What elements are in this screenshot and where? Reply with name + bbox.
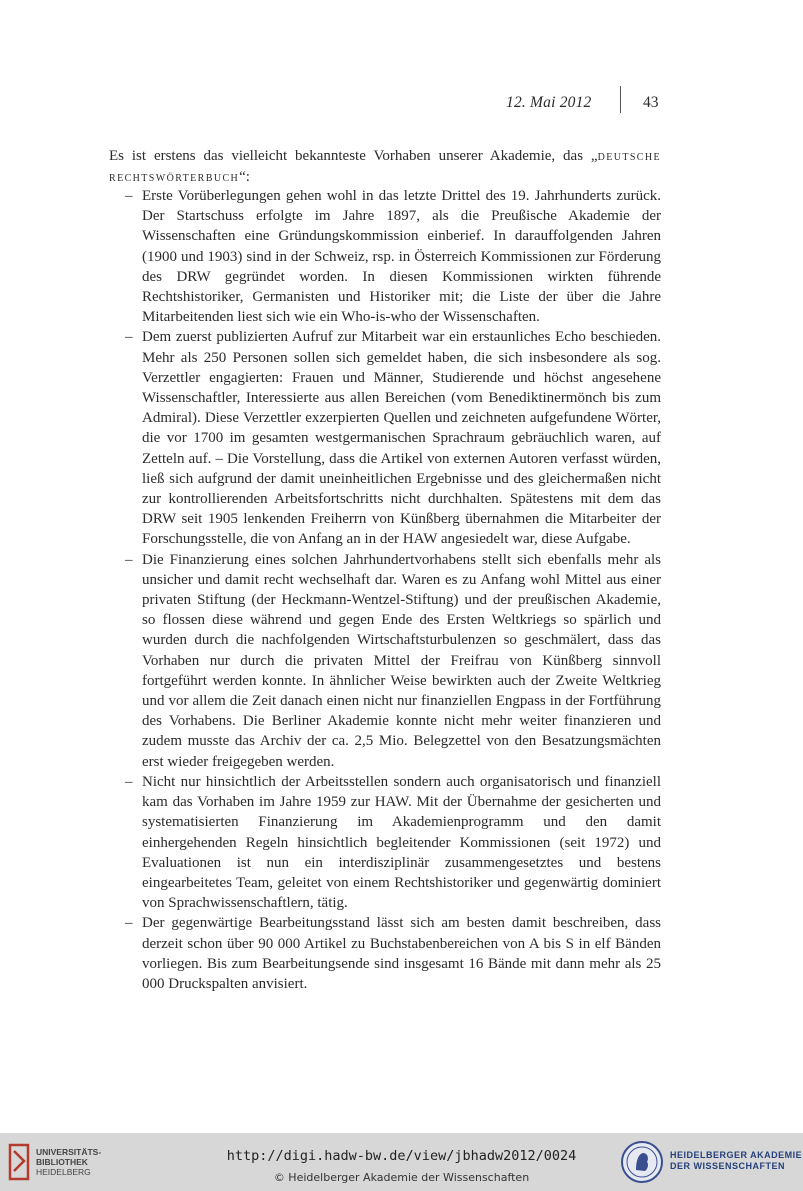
- bullet-list: [109, 186, 661, 994]
- list-item-text: Der gegenwärtige Bearbeitungsstand lässt sich am besten damit beschreiben, dass derzeit schon über 90 000 Artikel zu Buchstabenbereichen von A bis S in elf Bänden vorliegen. Bis zum Bearbeitungsende sind insgesamt 16 Bände mit dann mehr als 25 000 Druckspalten anvisiert.: [142, 915, 661, 992]
- academy-name: [670, 1150, 802, 1172]
- ub-line-2: BIBLIOTHEK: [36, 1157, 88, 1167]
- dash-marker: –: [125, 773, 133, 790]
- list-item-text: Die Finanzierung eines solchen Jahrhundertvorhabens stellt sich ebenfalls mehr als unsicher und damit recht wechselhaft dar. Waren es zu Anfang wohl Mittel aus einer privaten Stiftung (der Heckmann-Wentzel-Stiftung) und der preußischen Akademie, so flossen diese während und gegen Ende des Ersten Weltkriegs so spärlich und wurden durch die nachfolgenden Wirtschaftsturbulenzen so geschmälert, dass das Vorhaben nur durch die privaten Mittel der Freifrau von Künßberg sinnvoll fortgeführt werden konnte. In ähnlicher Weise bewirkten auch der Zweite Weltkrieg und vor allem die Zeit danach einen nicht nur finanziellen Engpass in der Fortführung des Vorhabens. Die Berliner Akademie konnte nicht mehr weiter finanzieren und zudem musste das Archiv der ca. 2,5 Mio. Belegzettel von den Besatzungsmächten erst wieder freigegeben werden.: [142, 551, 661, 770]
- list-item-text: Erste Vorüberlegungen gehen wohl in das letzte Drittel des 19. Jahrhunderts zurück. Der Startschuss erfolgte im Jahre 1897, als die Preußische Akademie der Wissenschaften eine Gründungskommission einberief. In darauffolgenden Jahren (1900 und 1903) sind in der Schweiz, rsp. in Österreich Kommissionen zur Förderung des DRW gegründet worden. In diesen Kommissionen wirkten führende Rechtshistoriker, Germanisten und Historiker mit; die Liste der über die Jahre Mitarbeitenden liest sich wie ein Who-is-who der Wissenschaften.: [142, 188, 661, 326]
- header-divider: [620, 86, 621, 113]
- intro-closing: “:: [239, 169, 250, 186]
- academy-line-1: HEIDELBERGER AKADEMIE: [670, 1150, 803, 1160]
- copyright-notice: © Heidelberger Akademie der Wissenschaften: [273, 1171, 530, 1184]
- running-header-date: 12. Mai 2012: [506, 94, 592, 111]
- intro-text: Es ist erstens das vielleicht bekannteste Vorhaben unserer Akademie, das „: [109, 148, 598, 164]
- dash-marker: –: [125, 915, 133, 932]
- ub-line-3: HEIDELBERG: [36, 1167, 91, 1177]
- list-item: [109, 327, 661, 549]
- list-item: [109, 772, 661, 913]
- list-item-text: Dem zuerst publizierten Aufruf zur Mitarbeit war ein erstaunliches Echo beschieden. Mehr als 250 Personen sollen sich gemeldet haben, die sich insbesondere als sog. Verzettler engagierten: Frauen und Männer, Studierende und höchst angesehene Wissenschaftler, Interessierte aus allen Bereichen (vom Benediktinermönch bis zum Admiral). Diese Verzettler exzerpierten Quellen und zeichneten aufgefundene Wörter, die vor 1700 im gesamten westgermanischen Sprachraum gebräuchlich waren, auf Zetteln auf. – Die Vorstellung, dass die Artikel von externen Autoren verfasst würden, ließ sich aufgrund der damit uneinheitlichen Ergebnisse und des gleichermaßen nicht zur kontrollierenden Arbeitsfortschritts nicht durchhalten. Spätestens mit dem das DRW seit 1905 lenkenden Freiherrn von Künßberg übernahmen die Mitarbeiter der Forschungsstelle, die von Anfang an in der HAW angesiedelt war, diese Aufgabe.: [142, 329, 661, 548]
- list-item-text: Nicht nur hinsichtlich der Arbeitsstellen sondern auch organisatorisch und finanziell kam das Vorhaben im Jahre 1959 zur HAW. Mit der Übernahme der gesicherten und systematisierten Finanzierung im Akademienprogramm und den damit einhergehenden Regeln hinsichtlich begleitender Kommissionen (seit 1972) und Evaluationen ist nun ein interdisziplinär zusammengesetztes und bestens eingearbeitetes Team, geleitet von einem Rechtshistoriker und gegenwärtig dominiert von Sprachwissenschaftlern, tätig.: [142, 773, 661, 912]
- dash-marker: –: [125, 329, 133, 346]
- ub-line-1: UNIVERSITÄTS-: [36, 1147, 102, 1157]
- list-item: [109, 550, 661, 772]
- dash-marker: –: [125, 551, 133, 568]
- list-item: [109, 913, 661, 994]
- intro-paragraph: [109, 146, 661, 188]
- list-item: [109, 186, 661, 327]
- dictionary-title: deutsche rechtswörterbuch: [109, 149, 661, 186]
- page-number: 43: [643, 94, 659, 111]
- dash-marker: –: [125, 188, 133, 204]
- viewer-footer: [0, 1133, 803, 1191]
- academy-line-2: DER WISSENSCHAFTEN: [670, 1161, 786, 1171]
- academy-seal-icon: [620, 1140, 664, 1184]
- permalink-url[interactable]: http://digi.hadw-bw.de/view/jbhadw2012/0024: [226, 1148, 577, 1164]
